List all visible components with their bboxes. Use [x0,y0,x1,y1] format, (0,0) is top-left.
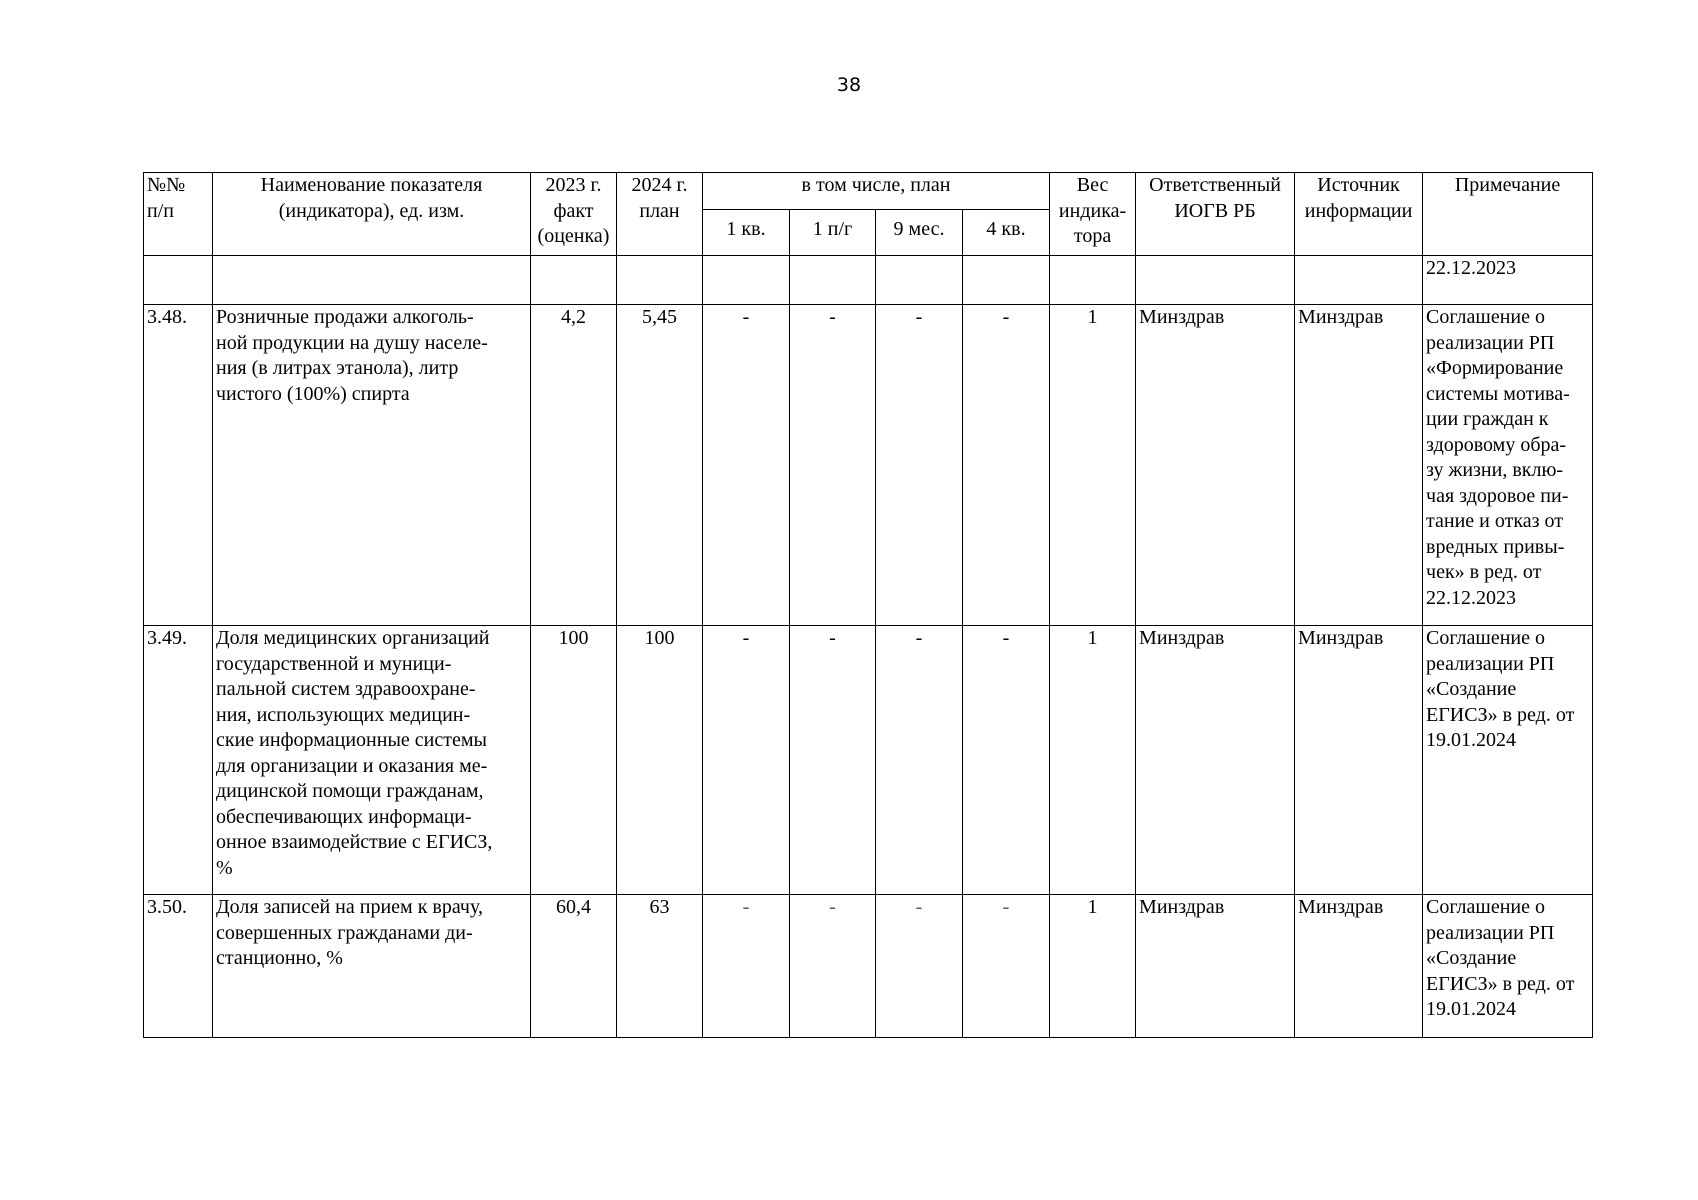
cell-name: Розничные продажи алкоголь- ной продукции на душу населе- ния (в литрах этанола), литр чистого (100%) спирта [213,305,531,626]
cell-empty [531,256,617,305]
cell-q4: - [963,626,1050,895]
continuation-row [144,256,1593,305]
cell-2023: 4,2 [531,305,617,626]
header-2024: 2024 г. план [617,173,703,256]
header-h1: 1 п/г [790,210,876,256]
cell-num: 3.50. [144,895,213,1038]
cell-note: 22.12.2023 [1423,256,1593,305]
cell-note: Соглашение о реализации РП «Формирование системы мотива- ции граждан к здоровому обра- зу жизни, вклю- чая здоровое пи- тание и отказ от вредных привы- чек» в ред. от 22.12.2023 [1423,305,1593,626]
cell-name: Доля медицинских организаций государственной и муници- пальной систем здравоохране- ния, использующих медицин- ские информационные системы для организации и оказания ме- дицинской помощи гражданам, обеспечивающих информаци- онное взаимодействие с ЕГИСЗ, % [213,626,531,895]
cell-note: Соглашение о реализации РП «Создание ЕГИСЗ» в ред. от 19.01.2024 [1423,895,1593,1038]
cell-h1: - [790,305,876,626]
cell-empty [1136,256,1295,305]
header-plan-group: в том числе, план [703,173,1050,210]
cell-source: Минздрав [1295,305,1423,626]
cell-responsible: Минздрав [1136,895,1295,1038]
header-source: Источник информации [1295,173,1423,256]
cell-empty [213,256,531,305]
indicators-table [143,172,1593,1038]
cell-2023: 100 [531,626,617,895]
table-row [144,305,1593,626]
cell-weight: 1 [1050,895,1136,1038]
cell-h1: - [790,895,876,1038]
cell-responsible: Минздрав [1136,626,1295,895]
header-q1: 1 кв. [703,210,790,256]
cell-2024: 5,45 [617,305,703,626]
cell-h1: - [790,626,876,895]
cell-note: Соглашение о реализации РП «Создание ЕГИСЗ» в ред. от 19.01.2024 [1423,626,1593,895]
cell-empty [1295,256,1423,305]
header-q4: 4 кв. [963,210,1050,256]
header-9m: 9 мес. [876,210,963,256]
cell-empty [790,256,876,305]
table-row [144,895,1593,1038]
cell-source: Минздрав [1295,895,1423,1038]
cell-num: 3.49. [144,626,213,895]
cell-responsible: Минздрав [1136,305,1295,626]
header-row [144,173,1593,210]
cell-weight: 1 [1050,626,1136,895]
cell-2023: 60,4 [531,895,617,1038]
header-responsible: Ответственный ИОГВ РБ [1136,173,1295,256]
cell-empty [703,256,790,305]
cell-empty [1050,256,1136,305]
header-2023: 2023 г. факт (оценка) [531,173,617,256]
cell-num: 3.48. [144,305,213,626]
cell-empty [876,256,963,305]
cell-q4: - [963,895,1050,1038]
cell-2024: 100 [617,626,703,895]
cell-2024: 63 [617,895,703,1038]
cell-q1: - [703,305,790,626]
cell-weight: 1 [1050,305,1136,626]
header-num: №№ п/п [144,173,213,256]
cell-empty [963,256,1050,305]
header-name: Наименование показателя (индикатора), ед. изм. [213,173,531,256]
cell-9m: - [876,626,963,895]
cell-empty [617,256,703,305]
page-number: 38 [836,74,862,96]
cell-q1: - [703,895,790,1038]
cell-9m: - [876,305,963,626]
cell-source: Минздрав [1295,626,1423,895]
table-row [144,626,1593,895]
cell-q1: - [703,626,790,895]
header-note: Примечание [1423,173,1593,256]
cell-q4: - [963,305,1050,626]
header-weight: Вес индика- тора [1050,173,1136,256]
cell-9m: - [876,895,963,1038]
cell-empty [144,256,213,305]
cell-name: Доля записей на прием к врачу, совершенных гражданами ди- станционно, % [213,895,531,1038]
